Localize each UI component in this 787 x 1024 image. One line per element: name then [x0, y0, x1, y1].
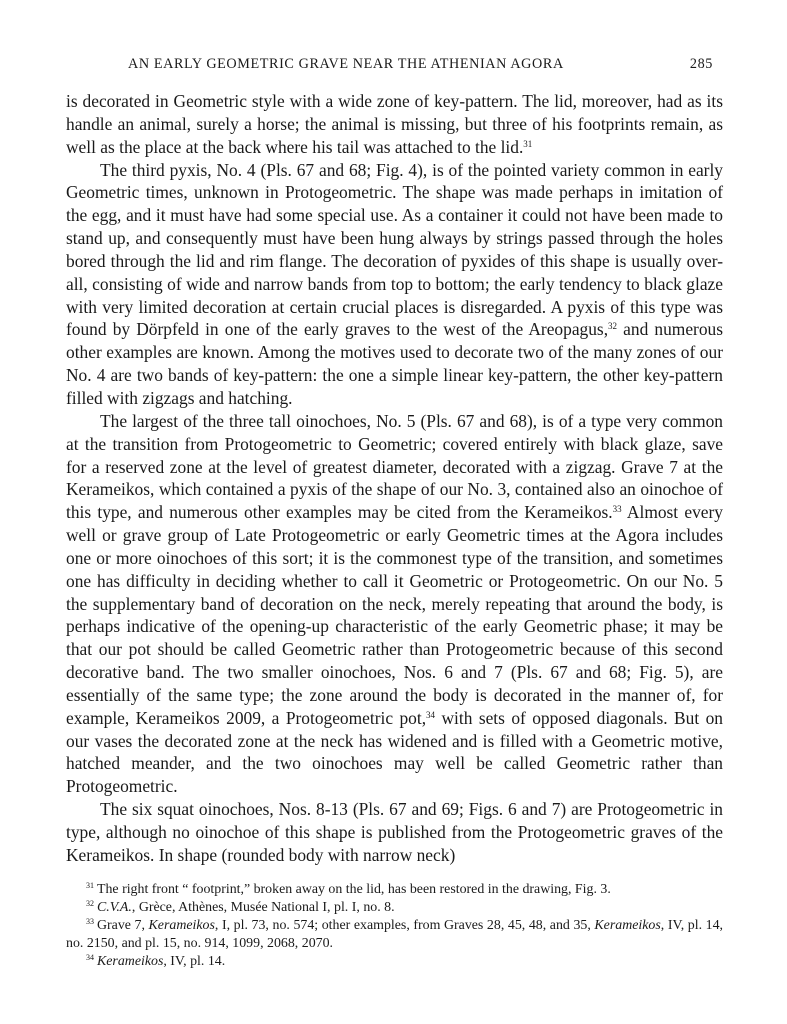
footnote-32-number: 32 — [86, 899, 94, 908]
footnote-32-text: , Grèce, Athènes, Musée National I, pl. I, no. 8. — [131, 900, 395, 915]
note-ref-33[interactable]: 33 — [612, 504, 622, 515]
note-ref-32[interactable]: 32 — [608, 321, 618, 332]
paragraph-3-text-b: Almost every well or grave group of Late Protogeometric or early Geometric times at the Agora includes one or more oinochoes of this sort; it is the commonest type of the transition, and sometimes one has difficulty in deciding whether to call it Geometric or Protogeometric. On our No. 5 the supplementary band of decoration on the neck, merely repeating that around the body, is perhaps indicative of the opening-up characteristic of the early Geometric phase; it may be that our pot should be called Geometric rather than Protogeometric because of this second decorative band. The two smaller oinochoes, Nos. 6 and 7 (Pls. 67 and 68; Fig. 5), are essentially of the same type; the zone around the body is decorated in the manner of, for example, Kerameikos 2009, a Protogeometric pot, — [66, 502, 723, 728]
paragraph-3-text-a: The largest of the three tall oinochoes, No. 5 (Pls. 67 and 68), is of a type very common at the transition from Protogeometric to Geometric; covered entirely with black glaze, save for a reserved zone at the level of greatest diameter, decorated with a zigzag. Grave 7 at the Kerameikos, which contained a pyxis of the shape of our No. 3, contained also an oinochoe of this type, and numerous other examples may be cited from the Kerameikos. — [66, 410, 723, 523]
paragraph-4-text: The six squat oinochoes, Nos. 8-13 (Pls. 67 and 69; Figs. 6 and 7) are Protogeometric in type, although no oinochoe of this shape is published from the Protogeometric graves of the Kerameikos. In shape (rounded body with narrow neck) — [66, 799, 723, 865]
note-ref-31[interactable]: 31 — [523, 138, 533, 149]
footnote-33-text-a: Grave 7, — [97, 918, 149, 933]
footnote-34 — [66, 953, 723, 971]
footnotes — [66, 881, 723, 971]
paragraph-2-text-a: The third pyxis, No. 4 (Pls. 67 and 68; Fig. 4), is of the pointed variety common in early Geometric times, unknown in Protogeometric. The shape was made perhaps in imitation of the egg, and it must have had some special use. As a container it could not have been made to stand up, and consequently must have been hung always by strings passed through the holes bored through the lid and rim flange. The decoration of pyxides of this shape is usually over-all, consisting of wide and narrow bands from top to bottom; the early tendency to black glaze with very limited decoration at certain crucial places is disregarded. A pyxis of this type was found by Dörpfeld in one of the early graves to the west of the Areopagus, — [66, 159, 723, 340]
footnote-34-italic: Kerameikos — [97, 954, 164, 969]
paragraph-2 — [66, 159, 723, 410]
paragraph-1-text: is decorated in Geometric style with a wide zone of key-pattern. The lid, moreover, had as its handle an animal, surely a horse; the animal is missing, but three of his footprints remain, as well as the place at the back where his tail was attached to the lid. — [66, 91, 723, 157]
paragraph-3-text-c: with sets of opposed diagonals. But on our vases the decorated zone at the neck has widened and is filled with a Geometric motive, hatched meander, and the two oinochoes may well be called Geometric rather than Protogeometric. — [66, 707, 723, 797]
footnote-32-italic: C.V.A. — [97, 900, 132, 915]
footnote-33-italic-a: Kerameikos — [148, 918, 215, 933]
note-ref-34[interactable]: 34 — [426, 709, 436, 720]
paragraph-4 — [66, 798, 723, 867]
footnote-33-italic-b: Kerameikos — [594, 918, 661, 933]
paragraph-2-text-b: and numerous other examples are known. Among the motives used to decorate two of the many zones of our No. 4 are two bands of key-pattern: the one a simple linear key-pattern, the other key-pattern filled with zigzags and hatching. — [66, 319, 723, 408]
paragraph-3 — [66, 410, 723, 798]
footnote-33-text-b: , I, pl. 73, no. 574; other examples, from Graves 28, 45, 48, and 35, — [214, 918, 595, 933]
footnote-32 — [66, 899, 723, 917]
footnote-33-text-c: , IV, pl. 14, no. 2150, and pl. 15, no. 914, 1099, 2068, 2070. — [66, 918, 723, 951]
footnote-34-number: 34 — [86, 953, 94, 962]
footnote-31-text: The right front “ footprint,” broken away on the lid, has been restored in the drawing, Fig. 3. — [97, 882, 611, 897]
paragraph-1 — [66, 90, 723, 159]
running-title: AN EARLY GEOMETRIC GRAVE NEAR THE ATHENIAN AGORA — [128, 56, 564, 72]
running-header — [66, 56, 713, 78]
footnote-31 — [66, 881, 723, 899]
footnote-34-text: , IV, pl. 14. — [163, 954, 226, 969]
footnote-31-number: 31 — [86, 881, 94, 890]
footnote-33-number: 33 — [86, 917, 94, 926]
body-text — [66, 90, 723, 867]
footnote-33 — [66, 917, 723, 953]
page-number: 285 — [689, 56, 713, 72]
